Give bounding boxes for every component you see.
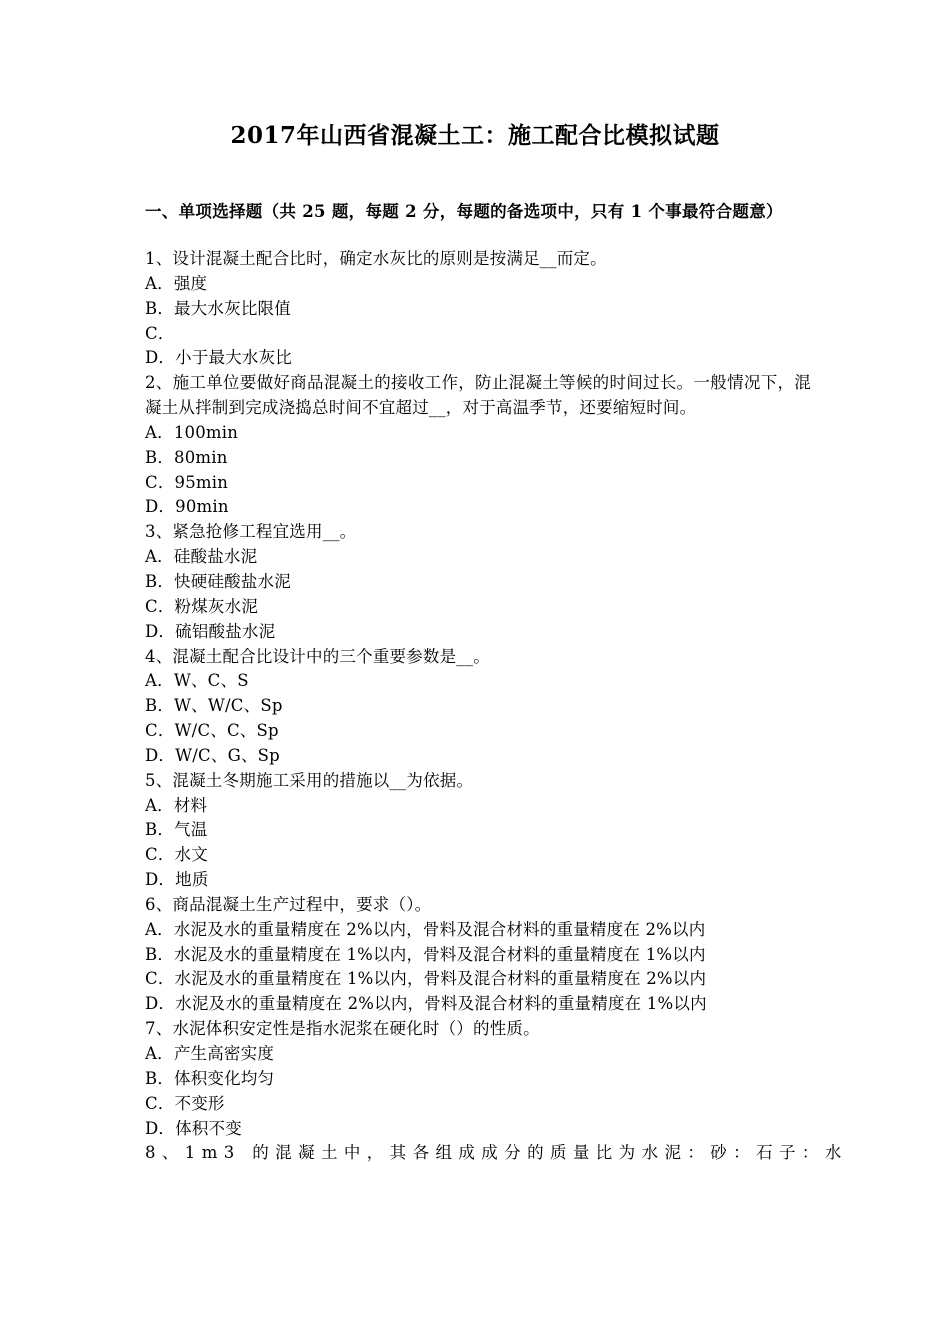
option-c: C．水泥及水的重量精度在 1%以内，骨料及混合材料的重量精度在 2%以内 <box>145 969 707 989</box>
option-a: A．材料 <box>145 795 208 815</box>
option-a: A．产生高密实度 <box>145 1044 275 1063</box>
option-c: C． <box>145 323 175 343</box>
option-a: A．100min <box>145 422 239 442</box>
option-d: D．体积不变 <box>145 1118 242 1138</box>
question-stem: 1、设计混凝土配合比时，确定水灰比的原则是按满足__而定。 <box>145 249 607 268</box>
question-list <box>145 247 848 1166</box>
option-a: A．强度 <box>145 273 208 293</box>
option-b: B．快硬硅酸盐水泥 <box>145 571 291 591</box>
question-stem: 6、商品混凝土生产过程中，要求（）。 <box>145 894 432 914</box>
question-3 <box>145 520 811 644</box>
page-title: 2017年山西省混凝土工：施工配合比模拟试题 <box>230 122 720 149</box>
question-6 <box>145 893 811 1017</box>
option-a: A．水泥及水的重量精度在 2%以内，骨料及混合材料的重量精度在 2%以内 <box>145 919 706 939</box>
option-d: D．地质 <box>145 870 209 890</box>
question-1 <box>145 247 811 371</box>
option-d: D．水泥及水的重量精度在 2%以内，骨料及混合材料的重量精度在 1%以内 <box>145 994 707 1014</box>
option-b: B．W、W/C、Sp <box>145 696 283 716</box>
option-b: B．体积变化均匀 <box>145 1068 275 1088</box>
option-d: D．硫铝酸盐水泥 <box>145 621 276 641</box>
option-d: D．小于最大水灰比 <box>145 348 293 368</box>
option-c: C．粉煤灰水泥 <box>145 596 259 616</box>
option-b: B．80min <box>145 447 228 467</box>
option-c: C．W/C、C、Sp <box>145 721 279 741</box>
question-5 <box>145 769 811 893</box>
option-a: A．硅酸盐水泥 <box>145 547 258 567</box>
option-d: D．W/C、G、Sp <box>145 745 280 765</box>
option-b: B．水泥及水的重量精度在 1%以内，骨料及混合材料的重量精度在 1%以内 <box>145 944 706 964</box>
question-2 <box>145 371 811 520</box>
question-stem: 5、混凝土冬期施工采用的措施以__为依据。 <box>145 770 474 790</box>
option-b: B．最大水灰比限值 <box>145 298 291 318</box>
section-heading: 一、单项选择题（共 25 题，每题 2 分，每题的备选项中，只有 1 个事最符合题意） <box>145 202 783 221</box>
question-7 <box>145 1017 811 1141</box>
question-stem: 2、施工单位要做好商品混凝土的接收工作，防止混凝土等候的时间过长。一般情况下，混凝土从拌制到完成浇捣总时间不宜超过__，对于高温季节，还要缩短时间。 <box>145 373 811 418</box>
option-c: C．95min <box>145 472 229 492</box>
question-4 <box>145 645 811 769</box>
question-stem: 4、混凝土配合比设计中的三个重要参数是__。 <box>145 646 490 666</box>
option-d: D．90min <box>145 497 229 517</box>
option-b: B．气温 <box>145 820 208 840</box>
question-stem: 7、水泥体积安定性是指水泥浆在硬化时（）的性质。 <box>145 1019 540 1039</box>
question-stem: 3、紧急抢修工程宜选用__。 <box>145 522 357 542</box>
option-c: C．水文 <box>145 845 208 865</box>
option-a: A．W、C、S <box>145 671 249 691</box>
question-stem: 8、1m3 的混凝土中，其各组成成分的质量比为水泥：砂：石子：水 <box>145 1143 848 1163</box>
option-c: C．不变形 <box>145 1093 225 1113</box>
question-8 <box>145 1141 848 1166</box>
